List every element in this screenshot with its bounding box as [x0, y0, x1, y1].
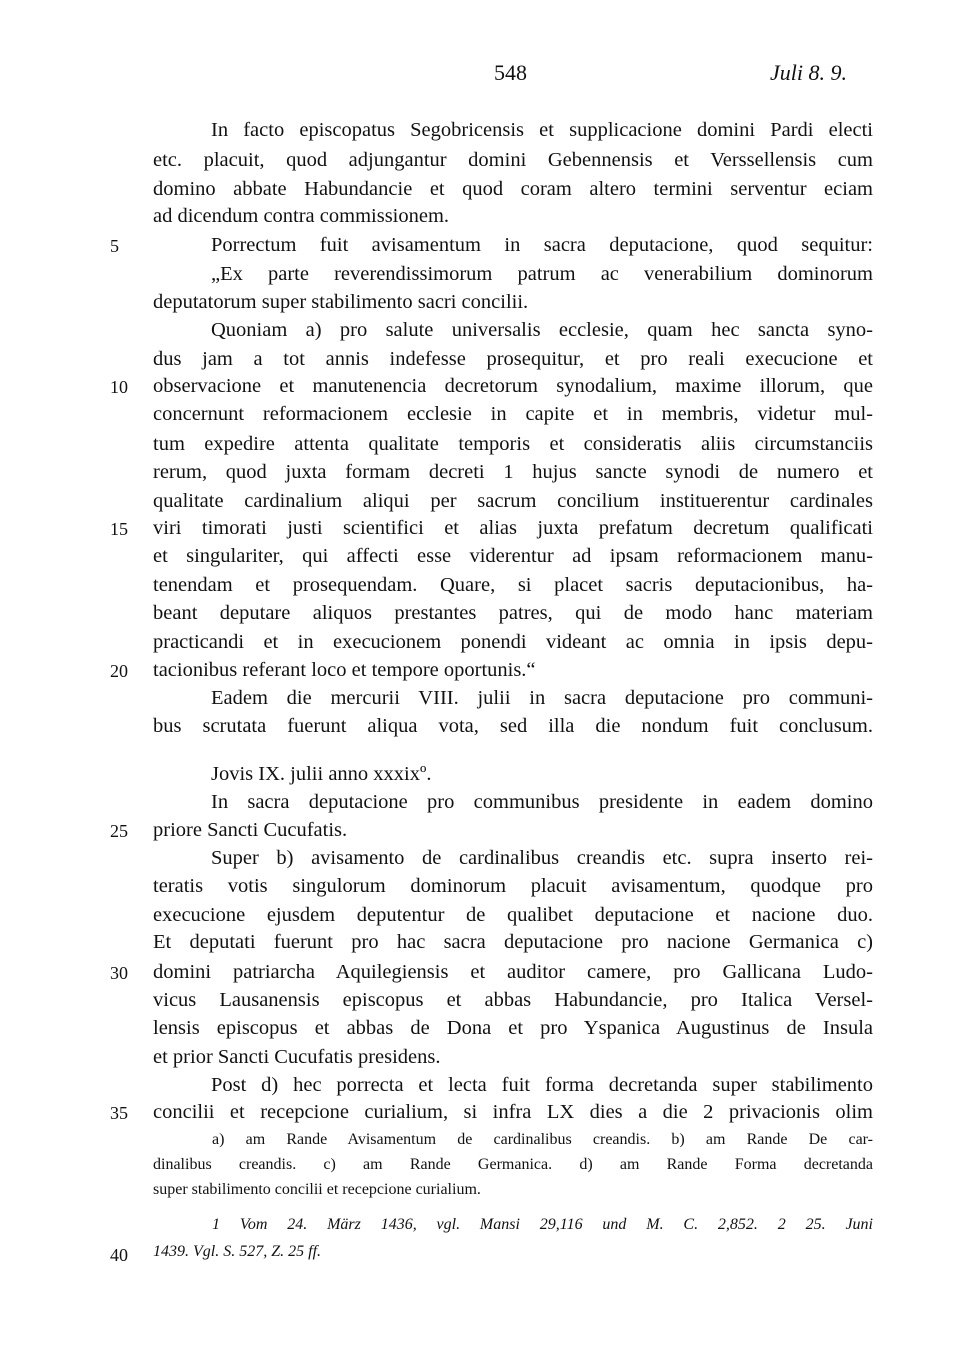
body-line	[0, 903, 960, 933]
body-line-text: etc. placuit, quod adjungantur domini Gebennensis et Verssellensis cum	[153, 149, 873, 171]
body-line-text: priore Sancti Cucufatis.	[153, 819, 348, 841]
body-line-text: practicandi et in execucionem ponendi videant ac omnia in ipsis depu-	[153, 631, 873, 653]
body-line	[0, 432, 960, 462]
line-number: 5	[110, 236, 119, 256]
line-number: 20	[110, 661, 128, 681]
body-line-text: concilii et recepcione curialium, si infra LX dies a die 2 privacionis olim	[153, 1101, 873, 1123]
body-line-text: deputatorum super stabilimento sacri concilii.	[153, 291, 529, 313]
body-line	[0, 290, 960, 320]
body-line-text: domini patriarcha Aquilegiensis et auditor camere, pro Gallicana Ludo-	[153, 961, 873, 983]
body-line-text: tenendam et prosequendam. Quare, si placet sacris deputacionibus, ha-	[153, 574, 873, 596]
body-line	[0, 516, 960, 546]
body-line	[0, 658, 960, 688]
footnote-line-text: dinalibus creandis. c) am Rande Germanica. d) am Rande Forma decretanda	[153, 1156, 873, 1173]
body-line	[0, 874, 960, 904]
line-number: 40	[110, 1245, 128, 1265]
footnote-line	[0, 1215, 960, 1245]
body-line	[0, 489, 960, 519]
body-line-text: bus scrutata fuerunt aliqua vota, sed illa die nondum fuit conclusum.	[153, 715, 873, 737]
body-line	[0, 460, 960, 490]
body-line-text: concernunt reformacionem ecclesie in capite et in membris, videtur mul-	[153, 403, 873, 425]
body-line	[0, 233, 960, 263]
body-line	[0, 204, 960, 234]
line-number: 15	[110, 519, 128, 539]
body-line	[0, 960, 960, 990]
body-line	[0, 544, 960, 574]
body-line-text: Quoniam a) pro salute universalis ecclesie, quam hec sancta syno-	[211, 319, 873, 341]
body-line-text: Jovis IX. julii anno xxxixº.	[211, 763, 432, 785]
body-line-text: rerum, quod juxta formam decreti 1 hujus sancte synodi de numero et	[153, 461, 873, 483]
page-header	[0, 60, 960, 94]
body-line-text: viri timorati justi scientifici et alias juxta prefatum decretum qualificati	[153, 517, 873, 539]
body-line-text: execucione ejusdem deputentur de qualibet deputacione et nacione duo.	[153, 904, 873, 926]
body-line	[0, 318, 960, 348]
body-line-text: et prior Sancti Cucufatis presidens.	[153, 1046, 441, 1068]
body-line	[0, 177, 960, 207]
footnote-line-text: 1 Vom 24. März 1436, vgl. Mansi 29,116 und M. C. 2,852. 2 25. Juni	[212, 1216, 873, 1233]
body-line-text: „Ex parte reverendissimorum patrum ac venerabilium dominorum	[211, 263, 873, 285]
body-line	[0, 1100, 960, 1130]
body-line	[0, 347, 960, 377]
body-line	[0, 601, 960, 631]
body-line	[0, 402, 960, 432]
line-number: 25	[110, 821, 128, 841]
body-line	[0, 714, 960, 744]
body-line-text: Eadem die mercurii VIII. julii in sacra deputacione pro communi-	[211, 687, 873, 709]
body-line	[0, 790, 960, 820]
body-line-text: beant deputare aliquos prestantes patres, qui de modo hanc materiam	[153, 602, 873, 624]
body-line-text: qualitate cardinalium aliqui per sacrum concilium instituerentur cardinales	[153, 490, 873, 512]
line-number: 35	[110, 1103, 128, 1123]
body-line-text: Post d) hec porrecta et lecta fuit forma decretanda super stabilimento	[211, 1074, 873, 1096]
body-line-text: ad dicendum contra commissionem.	[153, 205, 450, 227]
body-line-text: tum expedire attenta qualitate temporis et consideratis aliis circumstanciis	[153, 433, 873, 455]
body-line	[0, 118, 960, 148]
body-line-text: In facto episcopatus Segobricensis et supplicacione domini Pardi electi	[211, 119, 873, 141]
body-line	[0, 148, 960, 178]
body-line	[0, 630, 960, 660]
body-line	[0, 686, 960, 716]
body-line-text: Super b) avisamento de cardinalibus creandis etc. supra inserto rei-	[211, 847, 873, 869]
body-line	[0, 374, 960, 404]
running-head: Juli 8. 9.	[770, 60, 847, 85]
body-line-text: Et deputati fuerunt pro hac sacra deputacione pro nacione Germanica c)	[153, 931, 873, 953]
line-number: 30	[110, 963, 128, 983]
line-number: 10	[110, 377, 128, 397]
body-line	[0, 1073, 960, 1103]
body-line	[0, 988, 960, 1018]
footnote-line-text: a) am Rande Avisamentum de cardinalibus creandis. b) am Rande De car-	[212, 1131, 873, 1148]
body-line-text: observacione et manutenencia decretorum synodalium, maxime illorum, que	[153, 375, 873, 397]
body-line-text: domino abbate Habundancie et quod coram altero termini serventur eciam	[153, 178, 873, 200]
body-line	[0, 846, 960, 876]
body-line-text: Porrectum fuit avisamentum in sacra deputacione, quod sequitur:	[211, 234, 873, 256]
page-number: 548	[494, 60, 527, 85]
body-line	[0, 930, 960, 960]
body-line	[0, 1016, 960, 1046]
body-line	[0, 573, 960, 603]
body-line	[0, 762, 960, 792]
body-line-text: lensis episcopus et abbas de Dona et pro Yspanica Augustinus de Insula	[153, 1017, 873, 1039]
body-line	[0, 262, 960, 292]
body-line-text: vicus Lausanensis episcopus et abbas Habundancie, pro Italica Versel-	[153, 989, 873, 1011]
footnote-line-text: 1439. Vgl. S. 527, Z. 25 ff.	[153, 1243, 322, 1260]
body-line-text: teratis votis singulorum dominorum placuit avisamentum, quodque pro	[153, 875, 873, 897]
body-line-text: et singulariter, qui affecti esse viderentur ad ipsam reformacionem manu-	[153, 545, 873, 567]
body-line-text: In sacra deputacione pro communibus presidente in eadem domino	[211, 791, 873, 813]
body-line	[0, 818, 960, 848]
body-line-text: dus jam a tot annis indefesse prosequitur, et pro reali execucione et	[153, 348, 873, 370]
footnote-line-text: super stabilimento concilii et recepcione curialium.	[153, 1181, 481, 1198]
footnote-line	[0, 1180, 960, 1210]
body-line	[0, 1045, 960, 1075]
footnote-line	[0, 1242, 960, 1272]
body-line-text: tacionibus referant loco et tempore oportunis.“	[153, 659, 536, 681]
